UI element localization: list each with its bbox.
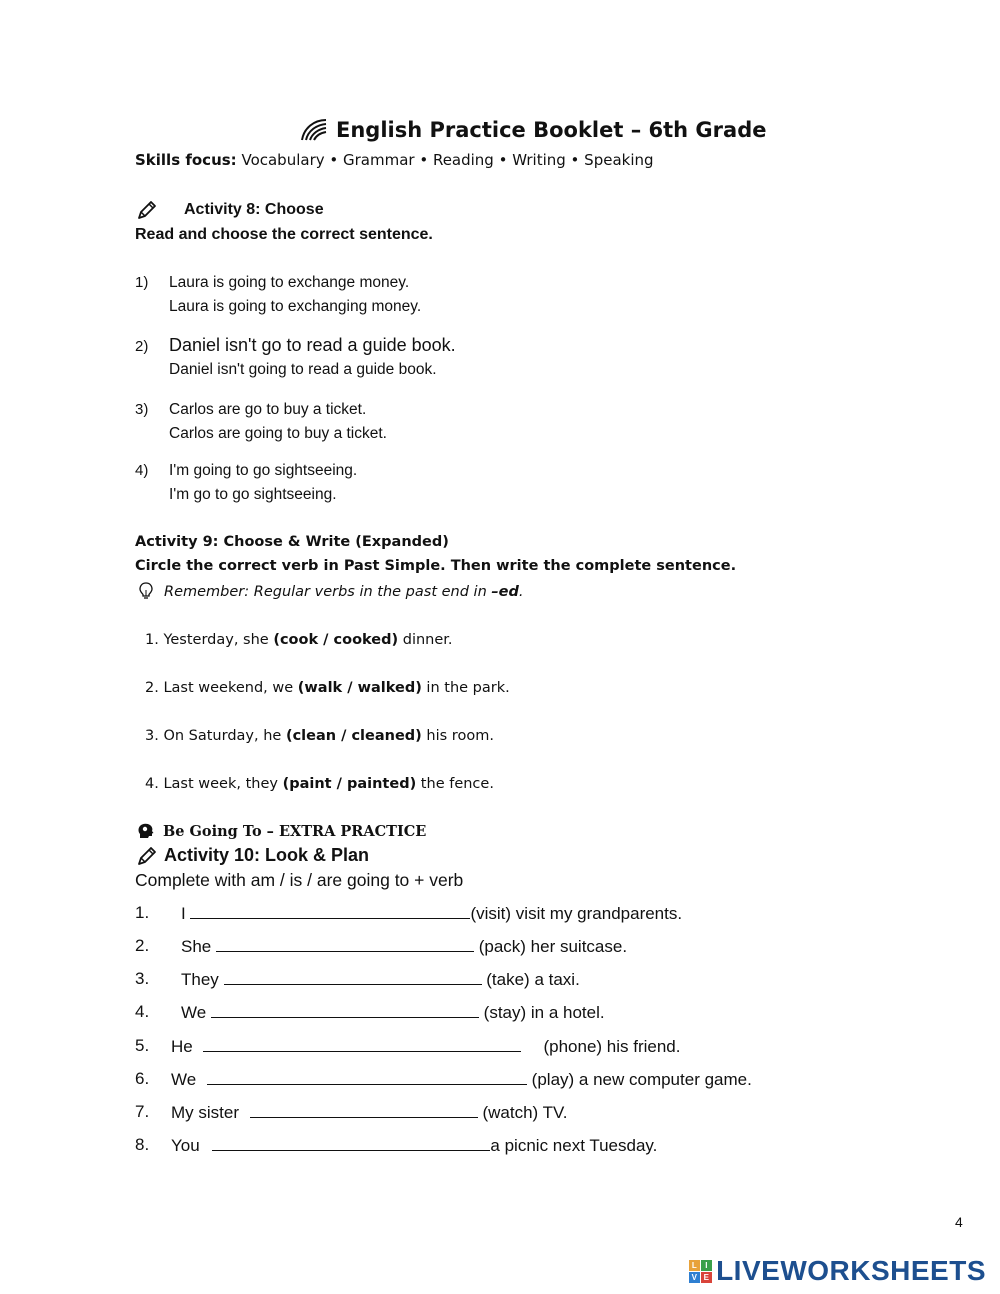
skills-focus — [135, 151, 654, 169]
a10-item — [181, 969, 580, 990]
a10-item-rest: (pack) her suitcase. — [478, 937, 628, 956]
activity8-title: Activity 8: Choose — [184, 201, 324, 218]
a8-option[interactable]: Daniel isn't go to read a guide book. — [169, 335, 456, 355]
a8-option[interactable]: Daniel isn't going to read a guide book. — [169, 361, 437, 378]
a8-item-number: 4) — [135, 462, 149, 479]
answer-blank[interactable] — [203, 1036, 521, 1052]
a8-option[interactable]: I'm going to go sightseeing. — [169, 462, 358, 479]
a8-option[interactable]: Laura is going to exchanging money. — [169, 298, 422, 315]
a9-verb-choice[interactable]: (paint / painted) — [282, 776, 417, 792]
a9-item-start: 1. Yesterday, she — [145, 632, 274, 648]
a8-item-number: 1) — [135, 274, 149, 291]
answer-blank[interactable] — [250, 1102, 478, 1118]
a10-subject: He — [171, 1037, 193, 1056]
page-title — [300, 118, 766, 142]
pencil-icon — [136, 845, 158, 867]
a10-item — [171, 1102, 568, 1123]
a9-item-end: dinner. — [398, 632, 453, 648]
answer-blank[interactable] — [211, 1002, 479, 1018]
activity9-title: Activity 9: Choose & Write (Expanded) — [135, 534, 449, 550]
a9-item-end: his room. — [421, 728, 494, 744]
answer-blank[interactable] — [212, 1135, 490, 1151]
a8-item-number: 3) — [135, 401, 149, 418]
remember-text: Remember: Regular verbs in the past end in — [164, 584, 492, 600]
a9-item-end: the fence. — [416, 776, 494, 792]
remember-note — [164, 584, 523, 600]
a10-item-rest: (take) a taxi. — [486, 970, 580, 989]
a9-item-start: 2. Last weekend, we — [145, 680, 298, 696]
a8-option[interactable]: Carlos are go to buy a ticket. — [169, 401, 367, 418]
a10-item-number: 2. — [135, 936, 150, 955]
a10-item-rest: (play) a new computer game. — [531, 1070, 752, 1089]
liveworksheets-logo[interactable] — [689, 1255, 986, 1287]
a9-verb-choice[interactable]: (walk / walked) — [297, 680, 422, 696]
a9-item — [145, 776, 494, 792]
a10-item — [181, 903, 682, 924]
a10-item — [171, 1135, 657, 1156]
a9-verb-choice[interactable]: (clean / cleaned) — [285, 728, 422, 744]
logo-mark-icon: L I V E — [689, 1260, 712, 1283]
head-brain-icon — [137, 822, 155, 840]
a9-item-start: 3. On Saturday, he — [145, 728, 286, 744]
a10-item-rest: (phone) his friend. — [543, 1037, 681, 1056]
page-number: 4 — [955, 1214, 963, 1230]
a10-subject: We — [181, 1003, 207, 1022]
a10-item-number: 1. — [135, 903, 150, 922]
activity10-instruction: Complete with am / is / are going to + verb — [135, 870, 464, 890]
a10-subject: She — [181, 937, 212, 956]
remember-period: . — [518, 584, 524, 600]
a10-item — [171, 1036, 681, 1057]
leaf-swirl-icon — [300, 118, 328, 142]
a10-item-rest: (visit) visit my grandparents. — [470, 904, 683, 923]
answer-blank[interactable] — [190, 903, 470, 919]
a10-item — [181, 1002, 605, 1023]
answer-blank[interactable] — [216, 936, 474, 952]
a10-item-rest: a picnic next Tuesday. — [490, 1136, 658, 1155]
logo-text: LIVEWORKSHEETS — [716, 1255, 986, 1286]
lightbulb-icon — [139, 582, 153, 600]
skills-list: Vocabulary • Grammar • Reading • Writing • Speaking — [241, 151, 654, 169]
a10-subject: They — [181, 970, 219, 989]
a9-item-end: in the park. — [421, 680, 510, 696]
answer-blank[interactable] — [207, 1069, 527, 1085]
a10-item — [181, 936, 627, 957]
a10-subject: My sister — [171, 1103, 239, 1122]
a10-item-rest: (watch) TV. — [482, 1103, 568, 1122]
a10-subject: We — [171, 1070, 197, 1089]
pencil-icon — [136, 199, 158, 221]
a8-option[interactable]: Carlos are going to buy a ticket. — [169, 425, 387, 442]
skills-label: Skills focus: — [135, 151, 237, 169]
a10-item-number: 5. — [135, 1036, 150, 1055]
a9-verb-choice[interactable]: (cook / cooked) — [273, 632, 399, 648]
a10-item — [171, 1069, 752, 1090]
a10-item-number: 4. — [135, 1002, 150, 1021]
a9-item — [145, 680, 510, 696]
a8-option[interactable]: Laura is going to exchange money. — [169, 274, 410, 291]
activity9-instruction: Circle the correct verb in Past Simple. Then write the complete sentence. — [135, 558, 737, 574]
a10-subject: I — [181, 904, 186, 923]
a9-item-start: 4. Last week, they — [145, 776, 283, 792]
answer-blank[interactable] — [224, 969, 482, 985]
a10-item-number: 3. — [135, 969, 150, 988]
a10-item-rest: (stay) in a hotel. — [483, 1003, 605, 1022]
extra-practice-heading: Be Going To – EXTRA PRACTICE — [163, 823, 427, 840]
a10-subject: You — [171, 1136, 200, 1155]
remember-ending: –ed — [491, 584, 519, 600]
a10-item-number: 8. — [135, 1135, 150, 1154]
activity10-title: Activity 10: Look & Plan — [164, 845, 370, 865]
a8-option[interactable]: I'm go to go sightseeing. — [169, 486, 337, 503]
a8-item-number: 2) — [135, 338, 149, 355]
activity8-instruction: Read and choose the correct sentence. — [135, 226, 433, 243]
title-text: English Practice Booklet – 6th Grade — [336, 118, 767, 142]
a10-item-number: 7. — [135, 1102, 150, 1121]
a10-item-number: 6. — [135, 1069, 150, 1088]
a9-item — [145, 632, 453, 648]
a9-item — [145, 728, 494, 744]
